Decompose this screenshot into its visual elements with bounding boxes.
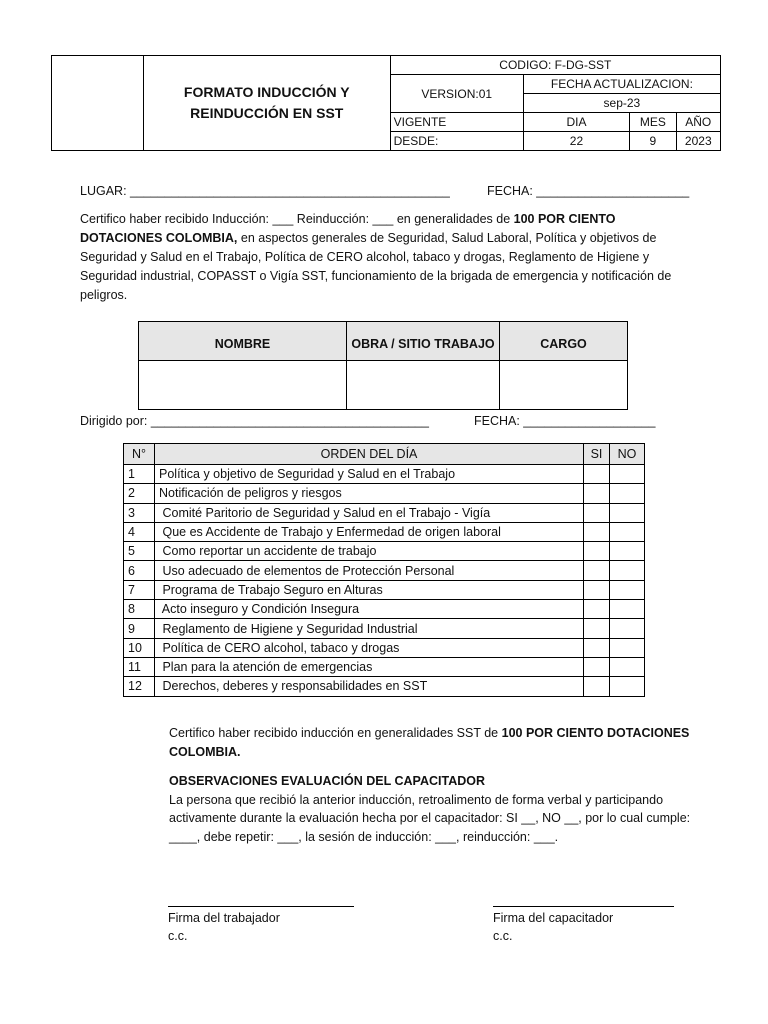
observations-title: OBSERVACIONES EVALUACIÓN DEL CAPACITADOR	[169, 774, 485, 788]
worker-signature: Firma del trabajador c.c.	[168, 906, 354, 945]
header-table	[51, 55, 721, 151]
agenda-row	[124, 465, 645, 484]
participant-table	[138, 321, 628, 410]
agenda-number: 5	[124, 542, 155, 561]
agenda-table	[123, 443, 645, 697]
agenda-item: Derechos, deberes y responsabilidades en SST	[155, 677, 584, 696]
fecha-actualizacion-value: sep-23	[523, 94, 720, 113]
worker-signature-line[interactable]	[168, 906, 354, 907]
agenda-si-cell[interactable]	[584, 657, 610, 676]
agenda-si-cell[interactable]	[584, 503, 610, 522]
agenda-number: 4	[124, 522, 155, 541]
certificate2-paragraph: Certifico haber recibido inducción en generalidades SST de 100 POR CIENTO DOTACIONES COLOMBIA.	[169, 726, 690, 759]
agenda-number: 12	[124, 677, 155, 696]
col-n: N°	[124, 444, 155, 465]
agenda-row	[124, 503, 645, 522]
codigo-cell: CODIGO: F-DG-SST	[390, 56, 720, 75]
agenda-item: Comité Paritorio de Seguridad y Salud en el Trabajo - Vigía	[155, 503, 584, 522]
agenda-no-cell[interactable]	[610, 600, 645, 619]
agenda-no-cell[interactable]	[610, 503, 645, 522]
col-cargo: CARGO	[500, 322, 628, 361]
agenda-row	[124, 561, 645, 580]
agenda-no-cell[interactable]	[610, 677, 645, 696]
agenda-row	[124, 657, 645, 676]
trainer-signature: Firma del capacitador c.c.	[493, 906, 674, 945]
observations-text: La persona que recibió la anterior inducción, retroalimento de forma verbal y participando activamente durante la evaluación hecha por el capacitador: SI __, NO __, por lo cual cumple: ____, debe repetir: ___, la sesión de inducción: ___, reinducción: ___.	[169, 792, 691, 844]
agenda-item: Uso adecuado de elementos de Protección Personal	[155, 561, 584, 580]
agenda-si-cell[interactable]	[584, 484, 610, 503]
agenda-item: Notificación de peligros y riesgos	[155, 484, 584, 503]
dirigido-field[interactable]: Dirigido por: ________________________________________	[80, 414, 429, 428]
agenda-number: 3	[124, 503, 155, 522]
agenda-number: 2	[124, 484, 155, 503]
fecha-field[interactable]: FECHA: ______________________	[487, 184, 690, 198]
agenda-si-cell[interactable]	[584, 561, 610, 580]
agenda-item: Que es Accidente de Trabajo y Enfermedad de origen laboral	[155, 522, 584, 541]
col-nombre: NOMBRE	[139, 322, 347, 361]
obra-input-cell[interactable]	[347, 361, 500, 410]
agenda-number: 7	[124, 580, 155, 599]
agenda-number: 8	[124, 600, 155, 619]
fecha-actualizacion-label: FECHA ACTUALIZACION:	[523, 75, 720, 94]
col-orden: ORDEN DEL DÍA	[155, 444, 584, 465]
cargo-input-cell[interactable]	[500, 361, 628, 410]
agenda-si-cell[interactable]	[584, 465, 610, 484]
agenda-si-cell[interactable]	[584, 619, 610, 638]
observations-section	[169, 772, 709, 846]
agenda-no-cell[interactable]	[610, 619, 645, 638]
agenda-item: Acto inseguro y Condición Insegura	[155, 600, 584, 619]
agenda-number: 9	[124, 619, 155, 638]
agenda-row	[124, 542, 645, 561]
agenda-row	[124, 522, 645, 541]
agenda-number: 1	[124, 465, 155, 484]
agenda-si-cell[interactable]	[584, 580, 610, 599]
logo-cell	[52, 56, 144, 151]
agenda-si-cell[interactable]	[584, 522, 610, 541]
agenda-item: Reglamento de Higiene y Seguridad Industrial	[155, 619, 584, 638]
agenda-no-cell[interactable]	[610, 484, 645, 503]
agenda-row	[124, 619, 645, 638]
agenda-number: 6	[124, 561, 155, 580]
form-title: FORMATO INDUCCIÓN Y REINDUCCIÓN EN SST	[143, 56, 390, 151]
dia-value: 22	[523, 132, 629, 151]
agenda-si-cell[interactable]	[584, 677, 610, 696]
agenda-row	[124, 484, 645, 503]
agenda-no-cell[interactable]	[610, 542, 645, 561]
anio-label: AÑO	[676, 113, 720, 132]
agenda-si-cell[interactable]	[584, 600, 610, 619]
agenda-item: Plan para la atención de emergencias	[155, 657, 584, 676]
agenda-no-cell[interactable]	[610, 561, 645, 580]
agenda-no-cell[interactable]	[610, 580, 645, 599]
agenda-no-cell[interactable]	[610, 522, 645, 541]
agenda-number: 11	[124, 657, 155, 676]
agenda-row	[124, 677, 645, 696]
col-si: SI	[584, 444, 610, 465]
nombre-input-cell[interactable]	[139, 361, 347, 410]
trainer-signature-line[interactable]	[493, 906, 674, 907]
agenda-no-cell[interactable]	[610, 465, 645, 484]
dia-label: DIA	[523, 113, 629, 132]
desde-label: DESDE:	[390, 132, 523, 151]
agenda-si-cell[interactable]	[584, 542, 610, 561]
company-name: 100 POR CIENTO DOTACIONES COLOMBIA,	[80, 212, 616, 245]
agenda-row	[124, 638, 645, 657]
mes-label: MES	[630, 113, 676, 132]
lugar-field[interactable]: LUGAR: ______________________________________________	[80, 184, 450, 198]
mes-value: 9	[630, 132, 676, 151]
agenda-item: Programa de Trabajo Seguro en Alturas	[155, 580, 584, 599]
agenda-no-cell[interactable]	[610, 638, 645, 657]
agenda-item: Política de CERO alcohol, tabaco y drogas	[155, 638, 584, 657]
agenda-row	[124, 580, 645, 599]
company-name-2: 100 POR CIENTO DOTACIONES COLOMBIA.	[169, 726, 690, 759]
certificate-paragraph: Certifico haber recibido Inducción: ___ Reinducción: ___ en generalidades de 100 POR CIENTO DOTACIONES COLOMBIA, en aspectos generales de Seguridad, Salud Laboral, Política y objetivos de Seguridad y Salud en el Trabajo, Política de CERO alcohol, tabaco y drogas, Reglamento de Higiene y Seguridad industrial, COPASST o Vigía SST, funcionamiento de la brigada de emergencia y notificación de peligros.	[80, 212, 672, 302]
col-no: NO	[610, 444, 645, 465]
col-obra: OBRA / SITIO TRABAJO	[347, 322, 500, 361]
agenda-no-cell[interactable]	[610, 657, 645, 676]
vigente-label: VIGENTE	[390, 113, 523, 132]
agenda-number: 10	[124, 638, 155, 657]
agenda-si-cell[interactable]	[584, 638, 610, 657]
agenda-item: Como reportar un accidente de trabajo	[155, 542, 584, 561]
fecha2-field[interactable]: FECHA: ___________________	[474, 414, 656, 428]
agenda-item: Política y objetivo de Seguridad y Salud en el Trabajo	[155, 465, 584, 484]
agenda-row	[124, 600, 645, 619]
version-cell: VERSION:01	[390, 75, 523, 113]
anio-value: 2023	[676, 132, 720, 151]
